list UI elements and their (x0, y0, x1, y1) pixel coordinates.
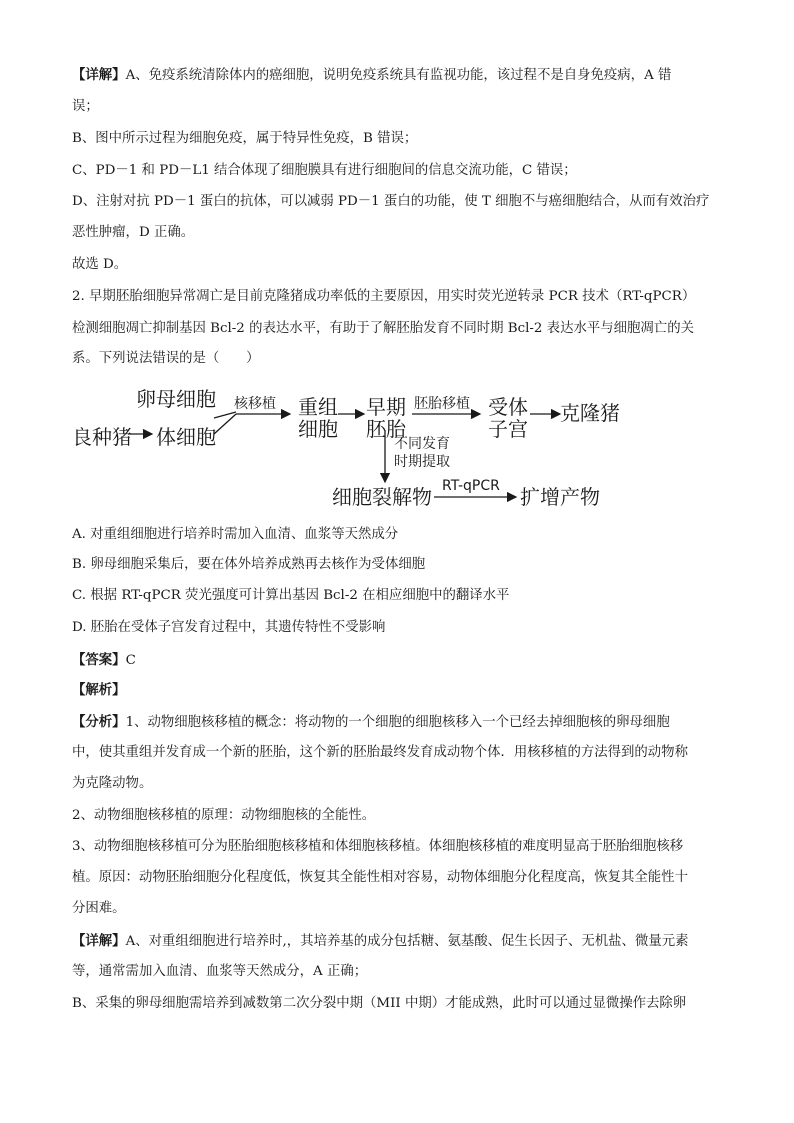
analysis-line-6: 植。原因：动物胚胎细胞分化程度低，恢复其全能性相对容易，动物体细胞分化程度高，恢复其全能性十 (72, 870, 688, 885)
question-line-3: 系。下列说法错误的是（ ） (72, 351, 260, 366)
detail2-line-1: 【详解】A、对重组细胞进行培养时,，其培养基的成分包括糖、氨基酸、促生长因子、无机盐、微量元素 (72, 933, 689, 949)
option-c: C. 根据 RT-qPCR 荧光强度可计算出基因 Bcl-2 在相应细胞中的翻译水平 (72, 588, 510, 603)
detail-line-4: C、PD－1 和 PD－L1 结合体现了细胞膜具有进行细胞间的信息交流功能，C 错误； (72, 163, 577, 178)
analysis-line-2: 中，使其重组并发育成一个新的胚胎，这个新的胚胎最终发育成动物个体．用核移植的方法得到的动物称 (72, 745, 688, 760)
label-breed-pig: 良种猪 (72, 425, 132, 449)
label-early-1: 早期 (366, 395, 406, 419)
detail2-tag: 【详解】 (72, 933, 126, 949)
option-b: B. 卵母细胞采集后，要在体外培养成熟再去核作为受体细胞 (72, 557, 426, 572)
detail-line-6: 恶性肿瘤，D 正确。 (72, 225, 195, 240)
detail2-line-3: B、采集的卵母细胞需培养到减数第二次分裂中期（MII 中期）才能成熟，此时可以通过显微操作去除卵 (72, 996, 687, 1011)
analysis-line-7: 分困难。 (72, 901, 126, 916)
analysis-tag: 【分析】 (72, 714, 126, 730)
answer-value: C (125, 653, 136, 668)
detail-line-1: 【详解】A、免疫系统清除体内的癌细胞，说明免疫系统具有监视功能，该过程不是自身免疫病，A 错 (72, 67, 672, 83)
analysis-line-4: 2、动物细胞核移植的原理：动物细胞核的全能性。 (72, 808, 376, 823)
option-d: D. 胚胎在受体子宫发育过程中，其遗传特性不受影响 (72, 620, 386, 635)
label-clone-pig: 克隆猪 (560, 401, 620, 425)
analysis-line-5: 3、动物细胞核移植可分为胚胎细胞核移植和体细胞核移植。体细胞核移植的难度明显高于胚胎细胞核移 (72, 839, 684, 854)
answer-line (72, 651, 724, 670)
analysis-line-1: 【分析】1、动物细胞核移植的概念：将动物的一个细胞的细胞核移入一个已经去掉细胞核的卵母细胞 (72, 714, 670, 730)
label-amplified-product: 扩增产物 (520, 485, 600, 509)
label-oocyte: 卵母细胞 (136, 387, 216, 411)
label-early-2: 胚胎 (366, 417, 406, 441)
detail-line-2: 误； (72, 99, 99, 114)
detail2-line-2: 等，通常需加入血清、血浆等天然成分，A 正确； (72, 964, 368, 979)
label-stage-1: 不同发育 (394, 436, 450, 452)
label-rt-qpcr: RT-qPCR (442, 478, 500, 494)
label-recipient-1: 受体 (488, 395, 528, 419)
detail-line-5: D、注射对抗 PD－1 蛋白的抗体，可以减弱 PD－1 蛋白的功能，使 T 细胞不与癌细胞结合，从而有效治疗 (72, 194, 710, 209)
label-cell-lysate: 细胞裂解物 (332, 485, 432, 509)
label-somatic-cell: 体细胞 (156, 425, 216, 449)
label-stage-2: 时期提取 (394, 454, 450, 470)
option-a: A. 对重组细胞进行培养时需加入血清、血浆等天然成分 (72, 527, 399, 542)
analysis-heading: 【解析】 (72, 682, 126, 698)
cloning-flow-diagram (60, 378, 620, 518)
label-recipient-2: 子宫 (488, 417, 528, 441)
analysis-line-3: 为克隆动物。 (72, 776, 153, 791)
detail-line-3: B、图中所示过程为细胞免疫，属于特异性免疫，B 错误； (72, 131, 418, 146)
detail-line-7: 故选 D。 (72, 257, 128, 272)
label-recombined-2: 细胞 (298, 417, 338, 441)
label-embryo-transfer: 胚胎移植 (414, 396, 470, 412)
label-nuclear-transfer: 核移植 (234, 396, 276, 412)
answer-tag: 【答案】 (72, 652, 126, 668)
detail-tag: 【详解】 (72, 67, 126, 83)
question-line-2: 检测细胞凋亡抑制基因 Bcl-2 的表达水平，有助于了解胚胎发育不同时期 Bcl-2 表达水平与细胞凋亡的关 (72, 321, 694, 336)
question-line-1: 2. 早期胚胎细胞异常凋亡是目前克隆猪成功率低的主要原因，用实时荧光逆转录 PCR 技术（RT-qPCR） (72, 289, 696, 304)
label-recombined-1: 重组 (298, 395, 338, 419)
